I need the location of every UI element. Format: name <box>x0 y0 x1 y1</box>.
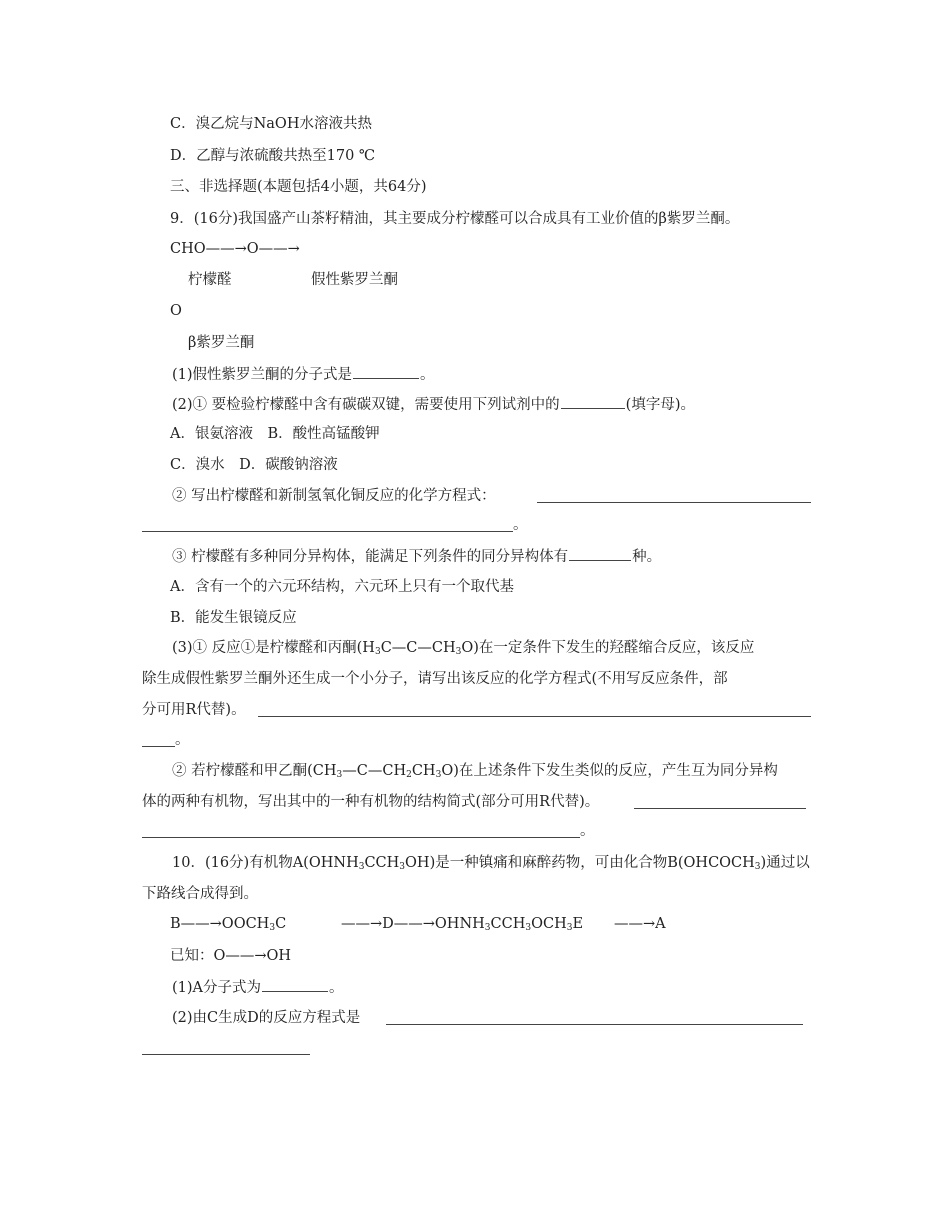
q10-stem-line2: 下路线合成得到。 <box>142 886 258 902</box>
q9-part3a-line2: 除生成假性紫罗兰酮外还生成一个小分子，请写出该反应的化学方程式(不用写反应条件，部 <box>142 671 728 687</box>
q10-part1: (1)A分子式为 。 <box>172 977 344 998</box>
q9-part2b: ② 写出柠檬醛和新制氢氧化铜反应的化学方程式： <box>172 488 496 504</box>
q9-compound-label-a: 柠檬醛 <box>188 272 232 288</box>
q9-part2c: ③ 柠檬醛有多种同分异构体，能满足下列条件的同分异构体有 种。 <box>172 546 661 567</box>
answer-line[interactable] <box>142 746 175 747</box>
q9-part3b: ② 若柠檬醛和甲乙酮$(CH_3—C—CH_2CH_3O)$在上述条件下发生类似的反应，产生互为同分异构 <box>172 763 778 780</box>
answer-blank[interactable] <box>353 364 419 379</box>
answer-line[interactable] <box>537 502 811 503</box>
q9-part2a: (2)① 要检验柠檬醛中含有碳碳双键，需要使用下列试剂中的 (填字母)。 <box>172 394 695 415</box>
q10-stem: 10．(16分)有机物$A(OHNH_3CCH_3OH)$是一种镇痛和麻醉药物，可由化合物$B(OHCOCH_3)$通过以 <box>172 855 810 872</box>
answer-blank[interactable] <box>262 977 328 992</box>
answer-line[interactable] <box>258 716 811 717</box>
answer-blank[interactable] <box>561 394 625 409</box>
q9-compound-label-b: 假性紫罗兰酮 <box>311 272 398 288</box>
period: 。 <box>513 517 528 533</box>
period: 。 <box>580 823 595 839</box>
answer-line[interactable] <box>142 1054 310 1055</box>
period: 。 <box>175 732 190 748</box>
q9-scheme-row2: O <box>170 303 182 319</box>
q9-stem: 9．(16分)我国盛产山茶籽精油，其主要成分柠檬醛可以合成具有工业价值的β紫罗兰酮。 <box>170 211 740 227</box>
option-c: C．溴乙烷与NaOH水溶液共热 <box>170 116 372 132</box>
answer-blank[interactable] <box>569 546 631 561</box>
q9-options-ab: A．银氨溶液 B．酸性高锰酸钾 <box>170 426 380 442</box>
q9-options-cd: C．溴水 D．碳酸钠溶液 <box>170 457 338 473</box>
section-heading: 三、非选择题(本题包括4小题，共64分) <box>170 179 427 195</box>
answer-line[interactable] <box>142 837 580 838</box>
q10-scheme-d: $——\to D——\to OHNH_3CCH_3OCH_3E$ <box>341 916 584 933</box>
q9-part3a: (3)① 反应①是柠檬醛和丙酮$(H_3C—C—CH_3O)$在一定条件下发生的羟醛缩合反应，该反应 <box>172 640 755 657</box>
q10-scheme-a: ——→A <box>614 916 666 932</box>
option-d: D．乙醇与浓硫酸共热至170 ℃ <box>170 148 376 164</box>
q10-part2: (2)由C生成D的反应方程式是 <box>172 1010 361 1026</box>
q9-scheme-row1: CHO——→O——→ <box>170 241 300 257</box>
q9-compound-label-c: β紫罗兰酮 <box>188 335 255 351</box>
q10-scheme-b: $B——\to OOCH_3C$ <box>170 916 287 933</box>
q9-part3b-line2: 体的两种有机物，写出其中的一种有机物的结构简式(部分可用R代替)。 <box>142 794 600 810</box>
answer-line[interactable] <box>386 1024 803 1025</box>
q10-known: 已知：O——→OH <box>170 948 292 964</box>
answer-line[interactable] <box>142 531 513 532</box>
q9-condition-b: B．能发生银镜反应 <box>170 610 297 626</box>
q9-part3a-line3: 分可用R代替)。 <box>142 702 246 718</box>
answer-line[interactable] <box>634 808 806 809</box>
q9-part1: (1)假性紫罗兰酮的分子式是 。 <box>172 364 435 385</box>
q9-condition-a: A．含有一个的六元环结构，六元环上只有一个取代基 <box>170 579 514 595</box>
